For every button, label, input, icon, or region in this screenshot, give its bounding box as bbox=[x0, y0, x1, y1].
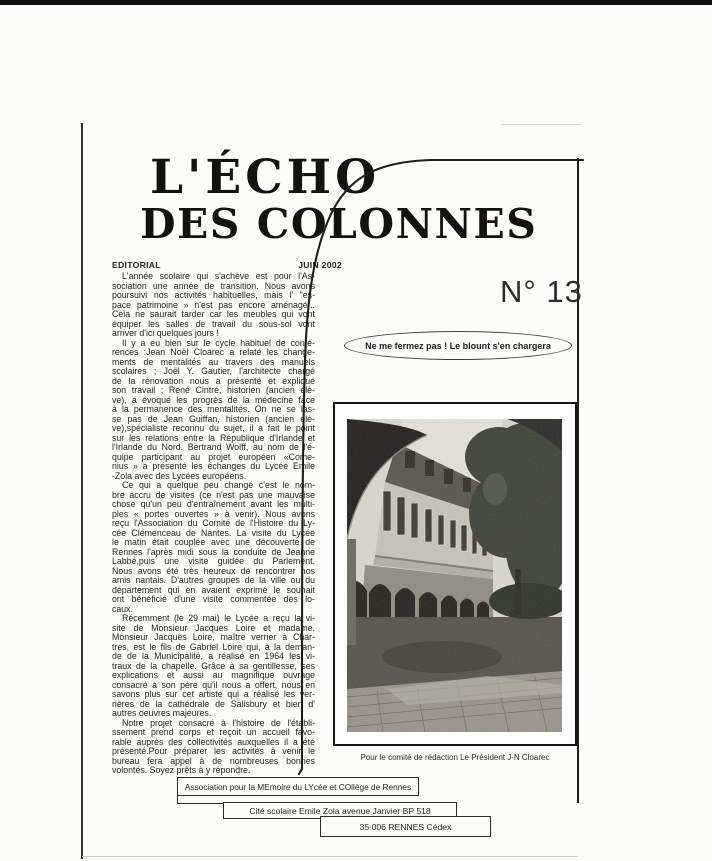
editorial-line: ve), a évoqué les progrès de la médecine face bbox=[112, 394, 315, 405]
editorial-line: traux de la chapelle. Grâce à sa gentillesse, ses bbox=[112, 660, 315, 671]
editorial-line: le matin était couplée avec une découverte de bbox=[112, 537, 315, 547]
courtyard-photo-frame bbox=[333, 402, 577, 746]
editorial-line: autres oeuvres majeures. bbox=[112, 708, 212, 718]
editorial-line: l'Irlande du Nord. Bertrand Wolff, au nom de l'é- bbox=[112, 442, 315, 452]
editorial-line: caux. bbox=[112, 603, 134, 614]
footer-step-connector bbox=[177, 795, 224, 804]
photo-caption: Pour le comité de rédaction Le Président J-N Cloarec bbox=[360, 753, 550, 762]
editorial-line: équiper les salles de travail du sous-sol vont bbox=[112, 318, 315, 329]
editorial-line: volontés. Soyez prêts à y répondre. bbox=[112, 765, 251, 775]
editorial-line: tres, est le fils de Gabriel Loire qui, à la deman- bbox=[112, 641, 315, 652]
issue-number: N° 13 bbox=[500, 274, 583, 309]
editorial-line: Monsieur Jacques Loire, maître verrier à Char- bbox=[112, 632, 315, 642]
editorial-date: JUIN 2002 bbox=[298, 260, 342, 270]
masthead-title-line1: L'ÉCHO bbox=[150, 150, 381, 205]
editorial-line: se pas de Jean Guiffan, historien (ancien élè- bbox=[112, 413, 315, 424]
photo-grain bbox=[347, 419, 562, 732]
banner-text: Ne me fermez pas ! Le blount s'en chargera bbox=[365, 340, 551, 351]
editorial-line: Récemment (le 29 mai) le Lycée a reçu la vi- bbox=[122, 613, 315, 623]
scan-fold-artifact bbox=[502, 124, 582, 125]
page-left-border-line bbox=[81, 123, 83, 859]
editorial-line: Cela ne saurait tarder car les meubles qui vont bbox=[112, 309, 315, 319]
scan-top-edge-bar bbox=[0, 0, 712, 5]
editorial-line: sur les relations entre la République d'Irlande et bbox=[112, 432, 315, 443]
editorial-line: Il y a eu bien sur le cycle habituel de confé- bbox=[122, 337, 315, 348]
editorial-paragraphs bbox=[112, 272, 315, 776]
editorial-line: présenté.Pour préparer les activités à venir le bbox=[112, 746, 315, 756]
editorial-line: bre accru de visites (ce n'est pas une mauvaise bbox=[112, 489, 315, 500]
editorial-paragraph bbox=[112, 272, 315, 339]
editorial-line: de la rénovation nous a présenté et expliqué bbox=[112, 375, 315, 386]
editorial-line: bureau fera appel à de nombreuses bonnes bbox=[112, 755, 315, 766]
editorial-paragraph bbox=[112, 481, 315, 614]
editorial-line: savons plus sur cet artiste qui a réalisé les ver- bbox=[112, 689, 315, 699]
editorial-line: Notre projet consacré à l'histoire de l'établi- bbox=[122, 717, 315, 728]
editorial-line: consacré à son père qu'il nous a offert, nous en bbox=[112, 679, 315, 690]
courtyard-photo bbox=[347, 419, 562, 732]
footer-box-city bbox=[320, 816, 491, 837]
editorial-line: Rennes l'après midi sous la conduite de Jeanne bbox=[112, 546, 315, 557]
editorial-line: -Zola avec des Lycées européens. bbox=[112, 470, 247, 481]
editorial-line: ments de mentalités au travers des manuels bbox=[112, 356, 315, 367]
editorial-line: Labbé,puis une visite guidée du Parlement. bbox=[112, 556, 315, 566]
footer-box-association bbox=[177, 777, 419, 796]
editorial-header-row bbox=[112, 260, 342, 270]
editorial-line: département qui en avaient exprimé le souhait bbox=[112, 584, 315, 595]
banner-ellipse bbox=[344, 331, 572, 360]
editorial-line: site de Monsieur Jacques Loire et madame. bbox=[112, 622, 315, 633]
editorial-paragraph bbox=[112, 614, 315, 719]
editorial-label: EDITORIAL bbox=[112, 260, 161, 270]
editorial-line: de de la Municipalité, a réalisé en 1964 les vi- bbox=[112, 651, 315, 661]
editorial-line: poursuivi nos activités habituelles, mais l' "es- bbox=[112, 290, 315, 300]
editorial-line: Ce qui a quelque peu changé c'est le nom- bbox=[122, 480, 315, 490]
editorial-line: Nous avons été très heureux de rencontrer nos bbox=[112, 565, 315, 576]
editorial-line: reçu l'Association du Comité de l'Histoire du Ly- bbox=[112, 518, 315, 528]
page-right-border-line bbox=[577, 158, 579, 803]
editorial-line: cée Clémenceau de Nantes. La visite du Lycée bbox=[112, 527, 315, 538]
editorial-line: rable auprès des collectivités auxquelles il a été bbox=[112, 736, 315, 747]
editorial-line: ont bénéficié d'une visite commentée des lo- bbox=[112, 594, 315, 604]
editorial-line: rières de la cathédrale de Salisbury et bien d' bbox=[112, 698, 315, 709]
editorial-line: pace patrimoine » n'est pas encore aménagé... bbox=[112, 299, 315, 310]
editorial-line: chose qu'un peu d'entraînement avant les multi- bbox=[112, 499, 315, 509]
editorial-paragraph bbox=[112, 339, 315, 482]
footer-box-association-text: Association pour la MEmoire du LYcée et COllège de Rennes bbox=[184, 781, 412, 792]
editorial-line: ples « portes ouvertes » à venir). Nous avons bbox=[112, 508, 315, 519]
editorial-line: son travail ; René Cintré, historien (ancien élè- bbox=[112, 385, 315, 395]
page-bottom-faint-line bbox=[82, 856, 578, 857]
editorial-line: ve),spécialiste reconnu du sujet, il a fait le point bbox=[112, 423, 315, 433]
editorial-line: ssement prend corps et reçoit un accueil favo- bbox=[112, 727, 315, 737]
footer-box-city-text: 35 006 RENNES Cédex bbox=[359, 821, 452, 832]
editorial-line: à la permanence des mentalités. On ne se las- bbox=[112, 404, 315, 414]
masthead-title-line2: DES COLONNES bbox=[140, 200, 538, 248]
editorial-column bbox=[112, 260, 345, 776]
editorial-line: explications et aussi au magnifique ouvrage bbox=[112, 670, 315, 680]
editorial-line: sociation une année de transition. Nous avons bbox=[112, 280, 315, 291]
editorial-line: scolaires ; Joël Y. Gautier, l'architecte chargé bbox=[112, 366, 315, 376]
footer-box-address-text: Cité scolaire Emile Zola avenue Janvier BP 518 bbox=[249, 805, 431, 816]
editorial-line: amis nantais. D'autres groupes de la ville ou du bbox=[112, 575, 315, 585]
editorial-line: L'année scolaire qui s'achève est pour l'As- bbox=[122, 271, 315, 281]
editorial-line: nius » a présenté les échanges du Lycée Emile bbox=[112, 461, 315, 471]
editorial-line: rences :Jean Noël Cloarec a relaté les change- bbox=[112, 347, 315, 357]
editorial-line: arriver d'ici quelques jours ! bbox=[112, 328, 219, 338]
editorial-paragraph bbox=[112, 719, 315, 776]
editorial-line: quipe participant au projet européen «Come- bbox=[112, 451, 315, 462]
